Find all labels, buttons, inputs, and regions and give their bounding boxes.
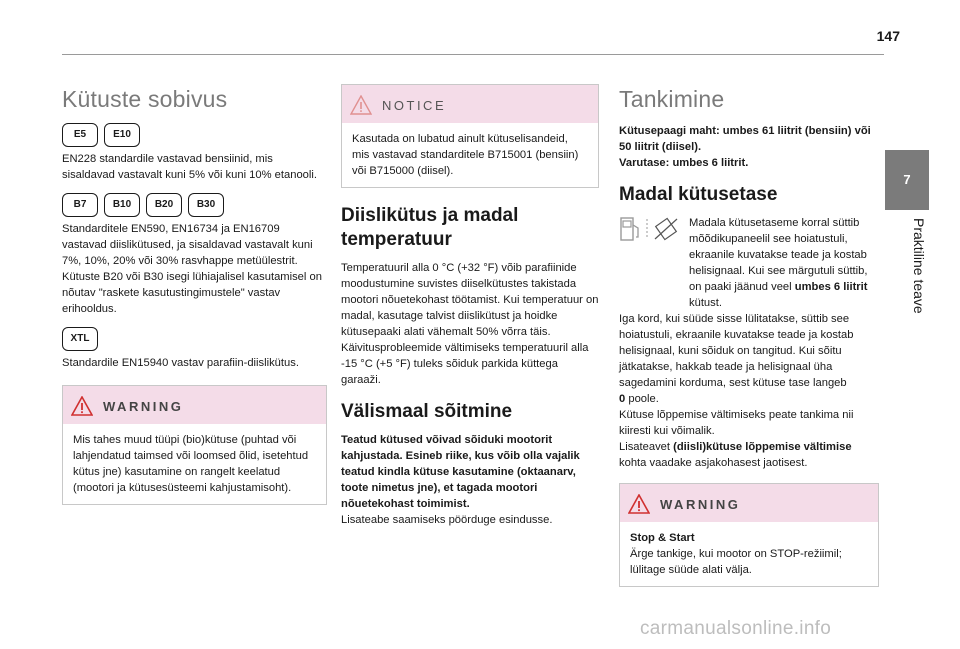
text-petrol-standard: EN228 standardile vastavad bensiinid, mis sisaldavad vastavalt kuni 5% või kuni 10% etanooli. bbox=[62, 153, 317, 181]
warning-box-header bbox=[63, 386, 326, 424]
badge-row-e bbox=[62, 123, 327, 147]
warning-box-body bbox=[63, 424, 326, 504]
notice-triangle-icon bbox=[350, 95, 372, 115]
column-fuel-compatibility bbox=[62, 70, 327, 505]
notice-box-body bbox=[342, 123, 598, 187]
notice-box-additives bbox=[341, 84, 599, 188]
chapter-title: Praktiline teave bbox=[911, 218, 927, 314]
notice-text-additives: Kasutada on lubatud ainult kütuselisandeid, mis vastavad standarditele B715001 (bensiin) või B715000 (diisel). bbox=[352, 133, 579, 177]
text-reserve-level: Varutase: umbes 6 liitrit. bbox=[619, 157, 749, 169]
warning-box-stop-start bbox=[619, 483, 879, 587]
warning-box-biofuel bbox=[62, 385, 327, 505]
fuel-badge-e5: E5 bbox=[62, 123, 98, 147]
text-diesel-standard: Standarditele EN590, EN16734 ja EN16709 vastavad diislikütused, ja sisaldavad vastavalt kuni 7%, 10%, 20% või 30% rasvhappe metüülestrit. Kütuste B20 või B30 isegi lühiajalisel kasutamisel on nõutav "raskete kasutustingimustele" vastav erihooldus. bbox=[62, 223, 322, 315]
section-title-refuelling: Tankimine bbox=[619, 86, 725, 112]
column-diesel bbox=[341, 84, 599, 528]
column-refuelling bbox=[619, 70, 879, 587]
fuel-badge-b30: B30 bbox=[188, 193, 224, 217]
text-low-fuel-6-liters: umbes 6 liitrit bbox=[794, 281, 868, 293]
warning-box-header-stop-start bbox=[620, 484, 878, 522]
text-paraffin-diesel: Standardile EN15940 vastav parafiin-diislikütus. bbox=[62, 357, 299, 369]
top-rule bbox=[62, 54, 884, 55]
fuel-badge-b10: B10 bbox=[104, 193, 140, 217]
section-title-driving-abroad: Välismaal sõitmine bbox=[341, 401, 513, 422]
chapter-tab[interactable]: 7 bbox=[885, 150, 929, 210]
text-tank-capacity: Kütusepaagi maht: umbes 61 liitrit (bensiin) või 50 liitrit (diisel). bbox=[619, 125, 871, 153]
notice-box-header bbox=[342, 85, 598, 123]
fuel-badge-b7: B7 bbox=[62, 193, 98, 217]
fuel-badge-e10: E10 bbox=[104, 123, 140, 147]
text-low-fuel-2: Iga kord, kui süüde sisse lülitatakse, süttib see hoiatustuli, ekraanile kuvatakse teade ja kostab helisignaal, kuni sõiduk on tangitud. Kui sõitu jätkatakse, hakkab teade ja helisignaal üha sagedamini korduma, sest kütuse tase langeb 0 poole. bbox=[619, 313, 854, 405]
text-low-fuel-3: Kütuse lõppemise vältimiseks peate tankima nii kiiresti kui võimalik. bbox=[619, 409, 854, 437]
watermark: carmanualsonline.info bbox=[640, 618, 832, 639]
warning-text-biofuel: Mis tahes muud tüüpi (bio)kütuse (puhtad või lahjendatud taimsed või loomsed õlid, isetehtud kütus jne) kasutamine on rangelt keelatud (mootori ja kütusesüsteemi kahjustamisoht). bbox=[73, 434, 309, 494]
warning-title-stop-start: WARNING bbox=[660, 496, 741, 512]
warning-text-stop-start: Ärge tankige, kui mootor on STOP-režiimil; lülitage süüde alati välja. bbox=[630, 548, 842, 576]
text-driving-abroad: Lisateabe saamiseks pöörduge esindusse. bbox=[341, 514, 553, 526]
warning-title: WARNING bbox=[103, 398, 184, 414]
low-fuel-intro bbox=[619, 215, 879, 311]
page-number: 147 bbox=[876, 28, 900, 44]
warning-triangle-icon bbox=[71, 396, 93, 416]
fuel-badge-xtl: XTL bbox=[62, 327, 98, 351]
notice-title: NOTICE bbox=[382, 97, 447, 113]
warning-triangle-icon bbox=[628, 494, 650, 514]
text-low-fuel-zero: 0 bbox=[619, 393, 626, 405]
text-low-fuel-link: (diisli)kütuse lõppemise vältimise bbox=[673, 441, 852, 453]
badge-row-xtl bbox=[62, 327, 327, 351]
text-driving-abroad-bold: Teatud kütused võivad sõiduki mootorit kahjustada. Esineb riike, kus võib olla vajalik teatud kindla kütuse kasutamine (oktaanarv, toote nimetus jne), et tagada mootori nõuetekohast toimimist. bbox=[341, 434, 580, 510]
text-low-fuel-4: Lisateavet (diisli)kütuse lõppemise vältimise kohta vaadake asjakohasest jaotisest. bbox=[619, 441, 852, 469]
section-title-low-fuel: Madal kütusetase bbox=[619, 184, 778, 205]
badge-row-b bbox=[62, 193, 327, 217]
section-title-fuel-compatibility: Kütuste sobivus bbox=[62, 86, 228, 112]
fuel-badge-b20: B20 bbox=[146, 193, 182, 217]
warning-subtitle-stop-start: Stop & Start bbox=[630, 532, 695, 544]
section-title-diesel-low-temp: Diislikütus ja madal temperatuur bbox=[341, 205, 519, 250]
warning-box-body-stop-start bbox=[620, 522, 878, 586]
text-diesel-low-temp: Temperatuuril alla 0 °C (+32 °F) võib parafiinide moodustumine suvistes diiselkütustes takistada mootori nõuetekohast töötamist. Kui temperatuur on madal, kasutage talvist diislikütust ja hoidke kütusepaaki alati vähemalt 50% võrra täis. Käivitusprobleemide vältimiseks temperatuuril alla -15 °C (+5 °F) tuleks sõiduk parkida küttega garaaži. bbox=[341, 262, 599, 386]
text-low-fuel-1: Madala kütusetaseme korral süttib mõõdikupaneelil see hoiatustuli, ekraanile kuvatakse teade ja kostab helisignaal. Kui see märgutuli süttib, on paaki jäänud veel umbes 6 liitrit kütust. bbox=[689, 217, 868, 309]
fuel-pump-warning-icon bbox=[619, 215, 683, 243]
